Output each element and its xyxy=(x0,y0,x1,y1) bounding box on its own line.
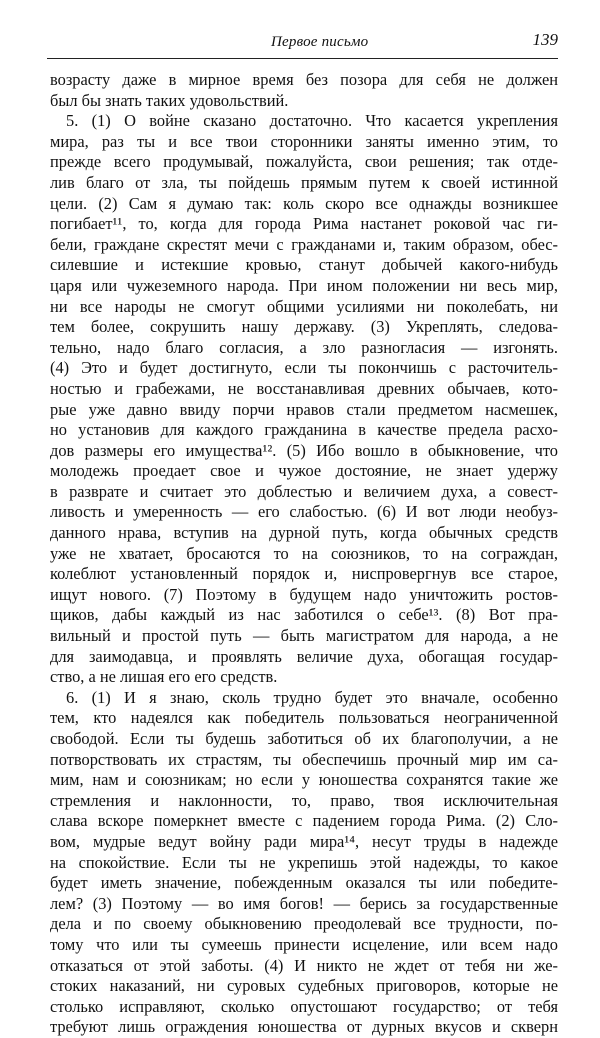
text-line: данного нрава, вступив на дурной путь, когда обычных средств xyxy=(50,523,558,543)
text-line: стоких наказаний, ни суровых судебных приговоров, которые не xyxy=(50,976,558,996)
text-line: лив благо от зла, ты пойдешь прямым путем к своей истинной xyxy=(50,172,558,192)
text-line: ностью и грабежами, не восстанавливая древних обычаев, кото- xyxy=(50,378,558,398)
text-line: тому что или ты сумеешь принести исцеление, или всем надо xyxy=(50,934,558,954)
text-line: ство, а не лишая его его средств. xyxy=(50,667,278,687)
text-line: прежде всего продумывай, пожалуйста, свои решения; так отде- xyxy=(50,152,558,172)
text-line: мим, нам и союзникам; но если у юношества сохранятся такие же xyxy=(50,770,558,790)
text-line: вильный и простой путь — быть магистратом для народа, а не xyxy=(50,626,558,646)
text-line: требуют лишь ограждения юношества от дурных вкусов и скверн xyxy=(50,1017,558,1037)
text-line: слава вскоре померкнет вместе с падением города Рима. (2) Сло- xyxy=(50,811,558,831)
text-line: погибает¹¹, то, когда для города Рима настанет роковой час ги- xyxy=(50,214,558,234)
text-line: свободой. Если ты будешь заботиться об их благополучии, а не xyxy=(50,729,558,748)
text-line: будет иметь значение, побежденным оказался ты или победите- xyxy=(50,873,558,893)
text-line: царя или чужеземного народа. При ином положении ни весь мир, xyxy=(50,275,558,295)
text-line: тем более, сокрушить нашу державу. (3) Укреплять, следова- xyxy=(50,317,558,337)
text-line: лем? (3) Поэтому — во имя богов! — берись за государственные xyxy=(50,893,558,913)
text-line: отказаться от этой заботы. (4) И никто не ждет от тебя ни же- xyxy=(50,955,558,975)
text-line: колеблют установленный порядок и, ниспровергнув все старое, xyxy=(50,564,558,584)
text-line: в разврате и считает это доблестью и величием духа, а совест- xyxy=(50,481,558,501)
text-line: был бы знать таких удовольствий. xyxy=(50,90,289,110)
text-line: силевшие и истекшие кровью, станут добычей какого-нибудь xyxy=(50,255,558,275)
text-line: 6. (1) И я знаю, сколь трудно будет это вначале, особенно xyxy=(66,687,558,707)
text-line: бели, граждане скрестят мечи с гражданами и, таким образом, обес- xyxy=(50,234,558,254)
text-line: тем, кто надеялся как победитель пользоваться неограниченной xyxy=(50,708,558,728)
text-line: дела и по своему обыкновению преодолевай все трудности, по- xyxy=(50,914,558,934)
text-line: 5. (1) О войне сказано достаточно. Что касается укрепления xyxy=(66,111,558,131)
text-line: тельно, надо благо согласия, а зло разногласия — изгонять. xyxy=(50,337,558,357)
text-line: на спокойствие. Если ты не укрепишь этой надежды, то какое xyxy=(50,852,558,872)
text-line: (4) Это и будет достигнуто, если ты покончишь с расточитель- xyxy=(50,358,558,378)
text-line: уже не хватает, бросаются то на союзников, то на сограждан, xyxy=(50,543,558,563)
text-line: ливость и умеренность — его слабостью. (6) И вот люди необуз- xyxy=(50,502,558,522)
text-line: рые уже давно ввиду порчи нравов стали предметом насмешек, xyxy=(50,399,558,419)
text-line: стремления и наклонности, то, право, твоя исключительная xyxy=(50,790,558,810)
text-line: ищут нового. (7) Поэтому в будущем надо уничтожить ростов- xyxy=(50,584,558,604)
text-line: мира, раз ты и все твои сторонники заняты именно этим, то xyxy=(50,131,558,151)
text-line: вом, мудрые ведут войну ради мира¹⁴, несут труды в надежде xyxy=(50,831,558,851)
body-text xyxy=(50,70,558,1038)
running-header xyxy=(47,28,558,59)
text-line: потворствовать их страстям, ты обеспечишь прочный мир им са- xyxy=(50,749,558,769)
text-line: ни все народы не смогут общими усилиями ни поколебать, ни xyxy=(50,296,558,316)
text-line: столько исправляют, сколько опустошают государство; от тебя xyxy=(50,996,558,1016)
text-line: дов размеры его имущества¹². (5) Ибо вошло в обыкновение, что xyxy=(50,440,558,460)
text-line: но установив для каждого гражданина в качестве предела расхо- xyxy=(50,420,558,440)
text-line: для заимодавца, и проявлять величие духа, обогащая государ- xyxy=(50,646,558,666)
text-line: возрасту даже в мирное время без позора для себя не должен xyxy=(50,70,558,89)
text-line: цели. (2) Сам я думаю так: коль скоро все однажды возникшее xyxy=(50,193,558,213)
page-number: 139 xyxy=(532,30,558,49)
text-line: молодежь проедает свое и чужое достояние, не знает удержу xyxy=(50,461,558,481)
running-head-title: Первое письмо xyxy=(271,34,369,50)
text-line: щиков, дабы каждый из нас заботился о себе¹³. (8) Вот пра- xyxy=(50,605,558,625)
